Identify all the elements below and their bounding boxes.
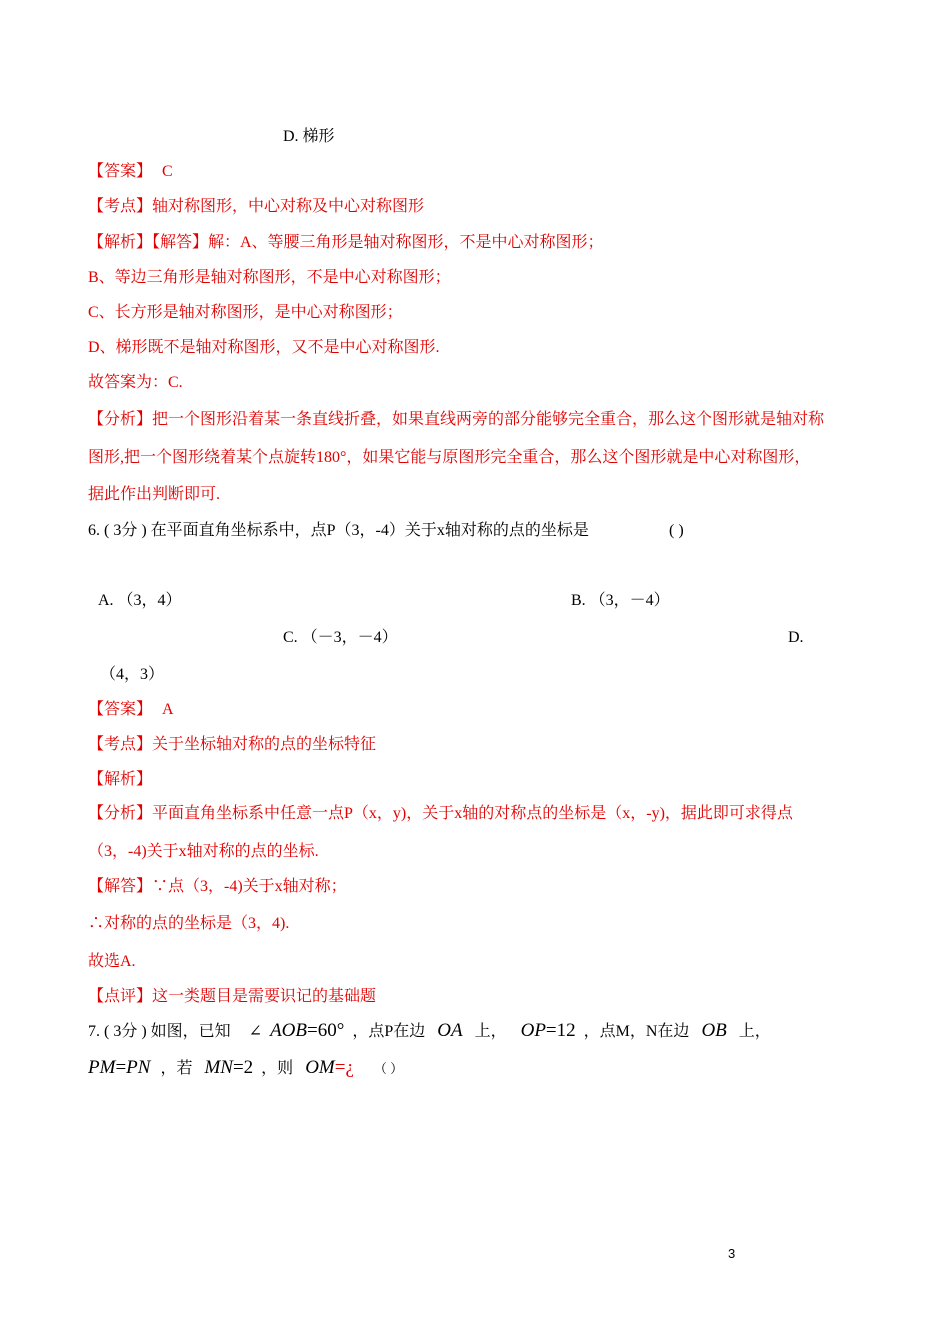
q6-option-c: C. （－3，－4） [283,629,398,646]
kaodian-value: 关于坐标轴对称的点的坐标特征 [152,736,377,753]
q7-mid4: 上， [738,1023,771,1040]
q7-eq-unknown: =¿ [334,1057,354,1078]
q6-option-d-label: D. [788,629,804,646]
jiexi-line-q6: 【解析】 [88,771,153,788]
q6-answer-paren: ( ) [669,522,684,539]
kaodian-tag: 【考点】 [88,198,153,215]
answer-tag: 【答案】 [88,163,153,180]
q6-option-d-value: （4，3） [100,666,165,683]
fenxi-line-3-q5: 据此作出判断即可. [88,486,221,503]
kaodian-line-q6 [88,734,376,756]
q7-aob: AOB [270,1020,308,1041]
option-d: D. 梯形 [283,128,335,145]
q7-prefix: 7. ( 3分 ) 如图，已知 [88,1023,231,1040]
answer-line-q6 [88,699,174,721]
q7-eq60: =60° [307,1020,345,1041]
q7-ob: OB [701,1020,727,1041]
q6-stem-text: 6. ( 3分 ) 在平面直角坐标系中，点P（3，-4）关于x轴对称的点的坐标是 [88,522,589,539]
kaodian-line-q5 [88,196,424,218]
q7-mn: MN [204,1057,233,1078]
jieda-value: ∵点（3，-4)关于x轴对称； [152,878,347,895]
page-number: 3 [728,1246,736,1261]
dianping-tag: 【点评】 [88,988,153,1005]
question-7-line-2 [88,1055,403,1082]
q7-om: OM [305,1057,335,1078]
q7-op: OP [520,1020,546,1041]
q7-mid6: ，则 [261,1060,294,1077]
q7-mid2: 上， [474,1023,507,1040]
fenxi-line-1-q6 [88,803,793,825]
q7-angle-symbol: ∠ [248,1023,263,1040]
jieda-line-q6 [88,876,347,898]
q7-answer-paren: （ ） [373,1061,404,1076]
answer-value: A [162,701,174,718]
kaodian-value: 轴对称图形，中心对称及中心对称图形 [152,198,425,215]
jieda-tag: 【解答】 [88,878,153,895]
dianping-line-q6 [88,986,376,1008]
fenxi-text-1: 平面直角坐标系中任意一点P（x，y)，关于x轴的对称点的坐标是（x，-y)，据此即可求得点 [152,805,793,822]
q7-oa: OA [437,1020,463,1041]
q7-mid3: ，点M，N在边 [583,1023,690,1040]
q7-mid5: ，若 [160,1060,193,1077]
fenxi-line-1-q5 [88,409,824,431]
therefore-line-q6: ∴对称的点的坐标是（3，4). [88,915,290,932]
q6-option-b: B. （3，－4） [571,592,670,609]
answer-line-q5 [88,161,173,183]
fenxi-tag: 【分析】 [88,805,153,822]
answer-value: C [162,163,173,180]
dianping-value: 这一类题目是需要识记的基础题 [152,988,377,1005]
q7-eq2: =2 [232,1057,254,1078]
fenxi-line-2-q6: （3，-4)关于x轴对称的点的坐标. [88,843,319,860]
q7-eq12: =12 [545,1020,576,1041]
q7-eq-sign: = [115,1057,127,1078]
jiexi-c-line: C、长方形是轴对称图形，是中心对称图形； [88,304,403,321]
question-6-stem [88,520,684,542]
jiexi-b-line: B、等边三角形是轴对称图形，不是中心对称图形； [88,269,451,286]
jiexi-line-q5: 【解析】【解答】解：A、等腰三角形是轴对称图形，不是中心对称图形； [88,234,604,251]
fenxi-tag: 【分析】 [88,411,153,428]
q7-pm: PM [88,1057,116,1078]
conclusion-q6: 故选A. [88,953,136,970]
fenxi-text-1: 把一个图形沿着某一条直线折叠，如果直线两旁的部分能够完全重合，那么这个图形就是轴对称 [152,411,825,428]
kaodian-tag: 【考点】 [88,736,153,753]
fenxi-line-2-q5: 图形,把一个图形绕着某个点旋转180°，如果它能与原图形完全重合，那么这个图形就是中心对称图形， [88,449,811,466]
q6-option-a: A. （3，4） [98,592,182,609]
q7-pn: PN [126,1057,151,1078]
question-7-line-1 [88,1018,771,1045]
jiexi-d-line: D、梯形既不是轴对称图形，又不是中心对称图形. [88,339,440,356]
conclusion-q5: 故答案为：C. [88,374,183,391]
q7-mid1: ，点P在边 [352,1023,426,1040]
answer-tag: 【答案】 [88,701,153,718]
